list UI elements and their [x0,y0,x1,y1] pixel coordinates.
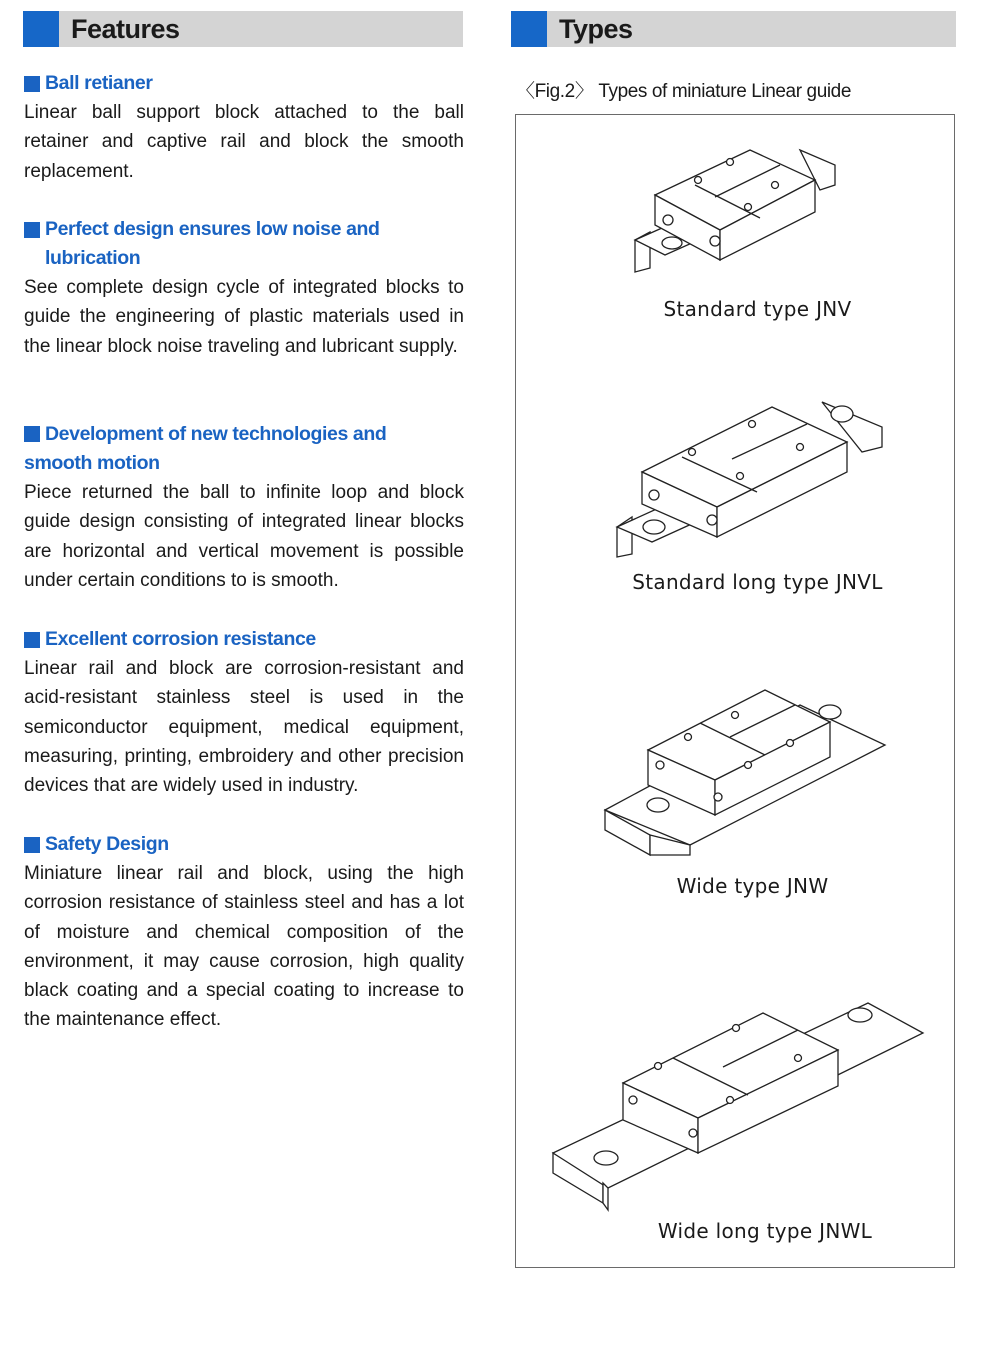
bullet-square-icon [24,76,40,92]
linear-guide-jnwl-drawing [548,978,933,1218]
feature-body: Linear ball support block attached to the ball retainer and captive rail and block the smooth replacement. [24,102,464,182]
type-label-jnvl: Standard long type JNVL [632,570,883,594]
bullet-square-icon [24,426,40,442]
type-label-jnw: Wide type JNW [676,874,829,898]
linear-guide-jnw-drawing [600,685,890,860]
types-header-marker [511,11,547,47]
features-header-title: Features [71,14,180,44]
feature-section-ball-retainer [24,69,464,186]
types-header-title: Types [559,14,633,44]
types-header [511,11,956,47]
features-header-marker [23,11,59,47]
figure-caption: 〈Fig.2〉 Types of miniature Linear guide [516,81,852,102]
bullet-square-icon [24,632,40,648]
feature-body: See complete design cycle of integrated blocks to guide the engineering of plastic materials used in the linear block noise traveling and lubricant supply. [24,277,464,357]
feature-section-perfect-design [24,215,464,361]
feature-section-corrosion-resistance [24,625,464,800]
feature-title: Ball retianer [24,69,464,98]
feature-section-safety-design [24,830,464,1035]
linear-guide-jnvl-drawing [612,392,892,562]
type-label-jnv: Standard type JNV [663,297,852,321]
feature-section-new-technologies [24,420,464,595]
bullet-square-icon [24,837,40,853]
feature-title: Perfect design ensures low noise and lubrication [24,215,464,273]
feature-title: Development of new technologies and smooth motion [24,423,387,474]
feature-body: Piece returned the ball to infinite loop and block guide design consisting of integrated linear blocks are horizontal and vertical movement is possible under certain conditions to is smooth. [24,482,464,591]
linear-guide-jnv-drawing [630,140,845,275]
feature-body: Linear rail and block are corrosion-resistant and acid-resistant stainless steel is used in the semiconductor equipment, medical equipment, measuring, printing, embroidery and other precision devices that are widely used in industry. [24,658,464,797]
features-header [23,11,463,47]
type-label-jnwl: Wide long type JNWL [657,1219,873,1243]
bullet-square-icon [24,222,40,238]
feature-body: Miniature linear rail and block, using the high corrosion resistance of stainless steel and has a lot of moisture and chemical composition of the environment, it may cause corrosion, high quality black coating and a special coating to increase to the maintenance effect. [24,863,464,1031]
feature-title: Safety Design [24,830,464,859]
feature-title: Excellent corrosion resistance [24,625,464,654]
